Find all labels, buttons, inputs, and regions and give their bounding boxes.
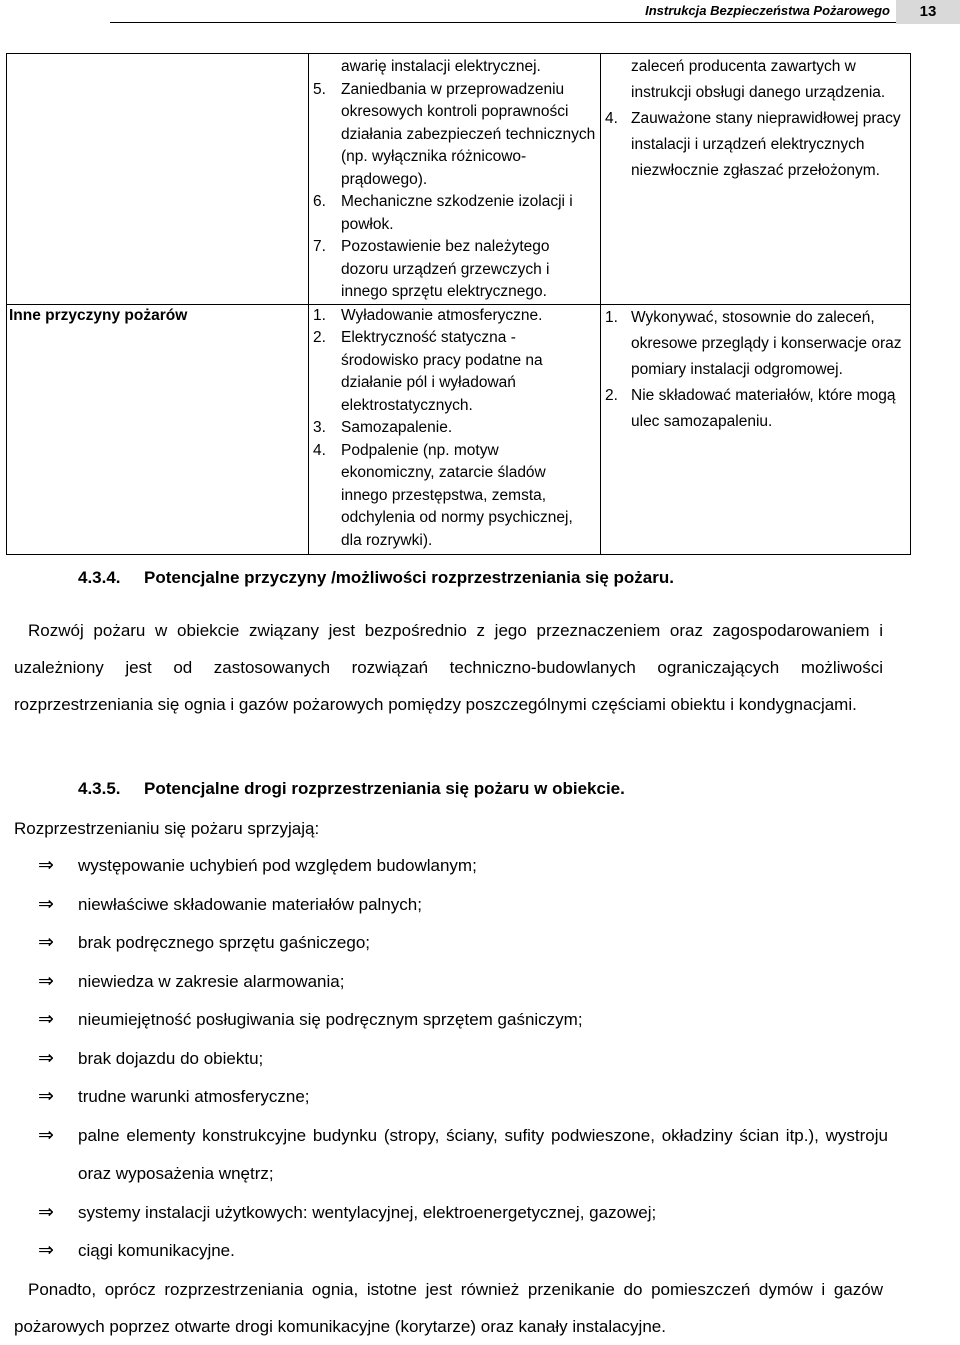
list-item: ⇒ brak podręcznego sprzętu gaśniczego; — [38, 924, 888, 963]
section-heading-435 — [78, 779, 625, 799]
prevention-cell — [601, 304, 911, 554]
list-item: ⇒ występowanie uchybień pod względem budowlanym; — [38, 847, 888, 886]
double-arrow-icon: ⇒ — [38, 855, 54, 876]
list-item: zaleceń producenta zawartych w instrukcji obsługi danego urządzenia. — [631, 58, 886, 101]
list-item: 5. Zaniedbania w przeprowadzeniu okresowych kontroli poprawności działania zabezpieczeń technicznych (np. wyłącznika różnicowo-prądowego). — [313, 80, 596, 188]
causes-cell — [309, 54, 601, 305]
list-item: 4. Zauważone stany nieprawidłowej pracy instalacji i urządzeń elektrycznych niezwłocznie zgłaszać przełożonym. — [605, 110, 901, 179]
fire-causes-table — [6, 53, 911, 555]
list-item: 1. Wyładowanie atmosferyczne. — [313, 306, 543, 324]
list-item: 3. Samozapalenie. — [313, 419, 453, 436]
list-item: ⇒ nieumiejętność posługiwania się podręcznym sprzętem gaśniczym; — [38, 1001, 888, 1040]
table-row — [7, 304, 911, 554]
category-cell: Inne przyczyny pożarów — [7, 304, 309, 554]
list-item: 2. Elektryczność statyczna - środowisko pracy podatne na działanie pól i wyładowań elektrostatycznych. — [313, 329, 543, 414]
list-item: 4. Podpalenie (np. motyw ekonomiczny, zatarcie śladów innego przestępstwa, zemsta, odchylenia od normy psychicznej, dla rozrywki). — [313, 441, 573, 549]
list-item: ⇒ niewłaściwe składowanie materiałów palnych; — [38, 886, 888, 925]
double-arrow-icon: ⇒ — [38, 1047, 54, 1069]
double-arrow-icon: ⇒ — [38, 1009, 54, 1030]
double-arrow-icon: ⇒ — [38, 932, 54, 953]
list-item: ⇒ brak dojazdu do obiektu; — [38, 1040, 888, 1079]
double-arrow-icon: ⇒ — [38, 1124, 54, 1146]
spread-factors-list — [38, 847, 888, 1271]
list-item: 1. Wykonywać, stosownie do zaleceń, okresowe przeglądy i konserwacje oraz pomiary instalacji odgromowej. — [605, 308, 902, 378]
page-number: 13 — [896, 0, 960, 24]
list-item: ⇒ niewiedza w zakresie alarmowania; — [38, 963, 888, 1002]
list-item: 7. Pozostawienie bez należytego dozoru urządzeń grzewczych i innego sprzętu elektrycznego. — [313, 238, 550, 300]
double-arrow-icon: ⇒ — [38, 1201, 54, 1223]
section-title: Potencjalne drogi rozprzestrzeniania się pożaru w obiekcie. — [144, 779, 625, 798]
list-item: awarię instalacji elektrycznej. — [341, 58, 541, 75]
section-title: Potencjalne przyczyny /możliwości rozprzestrzeniania się pożaru. — [144, 568, 674, 587]
paragraph-intro: Rozprzestrzenianiu się pożaru sprzyjają: — [14, 819, 320, 838]
paragraph-fire-development: Rozwój pożaru w obiekcie związany jest bezpośrednio z jego przeznaczeniem oraz zagospodarowaniem i uzależniony jest od zastosowanych rozwiązań techniczno-budowlanych ograniczających możliwości rozprzestrzeniania się ognia i gazów pożarowych pomiędzy poszczególnymi częściami obiektu i kondygnacjami. — [14, 621, 883, 714]
table-row — [7, 54, 911, 305]
list-item: 6. Mechaniczne szkodzenie izolacji i powłok. — [313, 193, 573, 233]
causes-cell — [309, 304, 601, 554]
paragraph-closing: Ponadto, oprócz rozprzestrzeniania ognia, istotne jest również przenikanie do pomieszczeń dymów i gazów pożarowych poprzez otwarte drogi komunikacyjne (korytarze) oraz kanały instalacyjne. — [14, 1280, 883, 1336]
section-number: 4.3.5. — [78, 779, 121, 798]
double-arrow-icon: ⇒ — [38, 1240, 54, 1261]
double-arrow-icon: ⇒ — [38, 893, 54, 915]
list-item: ⇒ trudne warunki atmosferyczne; — [38, 1078, 888, 1117]
list-item: 2. Nie składować materiałów, które mogą ulec samozapaleniu. — [605, 386, 896, 430]
list-item: ⇒ systemy instalacji użytkowych: wentylacyjnej, elektroenergetycznej, gazowej; — [38, 1194, 888, 1233]
category-cell — [7, 54, 309, 305]
double-arrow-icon: ⇒ — [38, 970, 54, 992]
double-arrow-icon: ⇒ — [38, 1086, 54, 1107]
section-heading-434 — [78, 568, 674, 588]
section-number: 4.3.4. — [78, 568, 121, 587]
list-item: ⇒ ciągi komunikacyjne. — [38, 1232, 888, 1271]
prevention-cell — [601, 54, 911, 305]
running-header-title: Instrukcja Bezpieczeństwa Pożarowego — [645, 3, 890, 18]
list-item: ⇒ palne elementy konstrukcyjne budynku (stropy, ściany, sufity podwieszone, okładziny ścian itp.), wystroju oraz wyposażenia wnętrz; — [38, 1117, 888, 1194]
header-rule — [110, 22, 896, 23]
